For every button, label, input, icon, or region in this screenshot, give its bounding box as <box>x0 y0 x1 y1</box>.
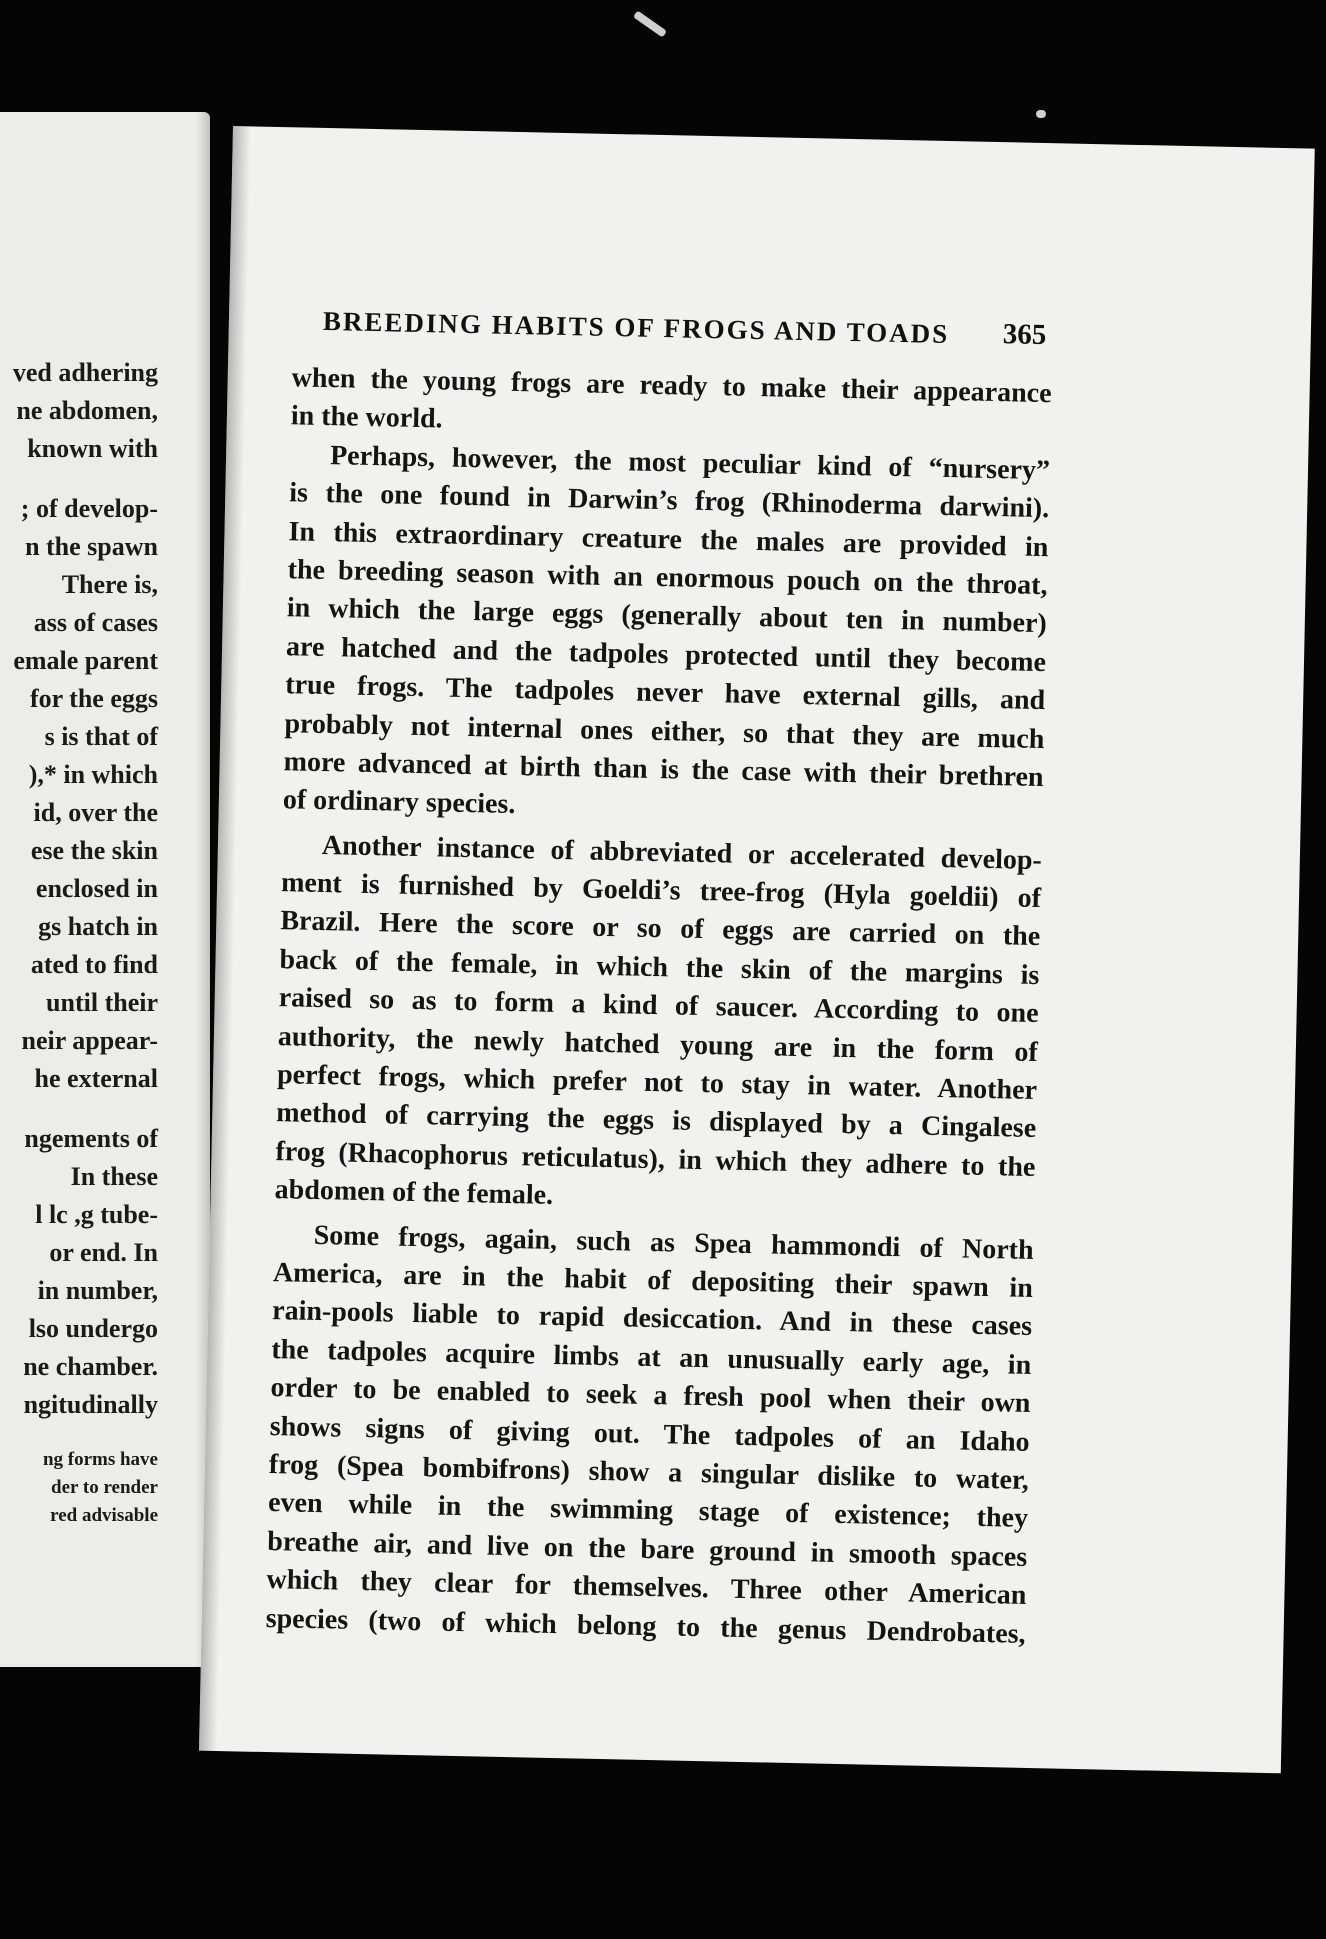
left-page <box>0 112 210 1667</box>
left-footnote-line: der to render <box>51 1477 158 1498</box>
body-text-line: abdomen of the female. <box>274 1174 554 1212</box>
body-text-line: rain-pools liable to rapid desiccation. And in these cases <box>271 1295 1033 1343</box>
left-footnote-line: red advisable <box>50 1505 158 1526</box>
left-text-line: ass of cases <box>33 608 158 637</box>
left-text-line: id, over the <box>33 798 158 827</box>
left-text-line: n the spawn <box>25 532 158 561</box>
body-text-line: frog (Rhacophorus reticulatus), in which they adhere to the <box>275 1135 1036 1183</box>
body-text-line: raised so as to form a kind of saucer. According to one <box>278 982 1039 1030</box>
left-text-line: ese the skin <box>30 836 158 865</box>
page-number: 365 <box>1002 318 1047 352</box>
body-text-line: Another instance of abbreviated or accelerated develop- <box>321 829 1043 876</box>
left-text-line: emale parent <box>13 646 158 675</box>
left-text-line: lso undergo <box>28 1314 158 1343</box>
body-text-line: perfect frogs, which prefer not to stay in water. Another <box>276 1059 1038 1107</box>
body-text-line: are hatched and the tadpoles protected until they become <box>285 630 1047 678</box>
body-text-line: back of the female, in which the skin of the margins is <box>279 944 1040 991</box>
left-text-line: ngements of <box>24 1124 158 1153</box>
left-text-line: until their <box>46 988 158 1017</box>
left-text-line: known with <box>27 434 158 463</box>
body-text-line: species (two of which belong to the genus Dendrobates, <box>265 1602 1026 1650</box>
left-text-line: in number, <box>37 1276 158 1305</box>
body-text-line: authority, the newly hatched young are in the form of <box>277 1020 1039 1068</box>
left-text-line: or end. In <box>49 1238 158 1267</box>
body-text <box>265 359 1052 1654</box>
body-text-line: frog (Spea bombifrons) show a singular dislike to water, <box>268 1448 1030 1496</box>
scan-mark <box>633 10 667 37</box>
left-text-line: neir appear- <box>21 1026 158 1055</box>
body-text-line: Perhaps, however, the most peculiar kind of “nursery” <box>329 439 1051 486</box>
left-text-line: ne abdomen, <box>16 396 158 425</box>
body-text-line: method of carrying the eggs is displayed by a Cingalese <box>276 1097 1037 1145</box>
body-text-line: breathe air, and live on the bare ground in smooth spaces <box>267 1525 1028 1573</box>
body-text-line: the breeding season with an enormous pouch on the throat, <box>287 554 1048 602</box>
left-text-line: gs hatch in <box>38 912 158 941</box>
body-text-line: Brazil. Here the score or so of eggs are carried on the <box>280 905 1041 953</box>
body-text-line: probably not internal ones either, so that they are much <box>284 707 1045 755</box>
left-text-line: ated to find <box>30 950 158 979</box>
running-head: BREEDING HABITS OF FROGS AND TOADS <box>322 305 950 350</box>
left-text-line: l lc ,g tube- <box>35 1200 158 1229</box>
body-text-line: shows signs of giving out. The tadpoles of an Idaho <box>269 1410 1030 1458</box>
body-text-line: In this extraordinary creature the males are provided in <box>288 515 1049 563</box>
left-footnote-line: ng forms have <box>42 1449 158 1470</box>
paragraph-gap <box>0 1098 158 1120</box>
left-text-line: enclosed in <box>35 874 158 903</box>
body-text-line: order to be enabled to seek a fresh pool when their own <box>270 1372 1031 1420</box>
left-text-line: he external <box>34 1064 158 1093</box>
left-text-line: ngitudinally <box>23 1390 158 1419</box>
body-text-line: even while in the swimming stage of existence; they <box>267 1487 1029 1535</box>
body-text-line: America, are in the habit of depositing their spawn in <box>272 1257 1034 1304</box>
left-text-line: ved adhering <box>12 358 158 387</box>
left-text-line: s is that of <box>44 722 158 751</box>
footnote-gap <box>0 1424 158 1446</box>
body-text-line: in which the large eggs (generally about ten in number) <box>286 592 1048 640</box>
left-text-line: for the eggs <box>29 684 158 713</box>
body-text-line: Some frogs, again, such as Spea hammondi of North <box>313 1219 1034 1266</box>
body-text-line: in the world. <box>290 400 443 435</box>
body-text-line: is the one found in Darwin’s frog (Rhinoderma darwini). <box>289 477 1050 525</box>
left-text-line: ; of develop- <box>20 494 158 523</box>
body-text-line: ment is furnished by Goeldi’s tree-frog (Hyla goeldii) of <box>280 867 1042 915</box>
body-text-line: more advanced at birth than is the case with their brethren <box>283 746 1044 794</box>
scan-speck <box>1036 110 1046 118</box>
body-text-line: which they clear for themselves. Three other American <box>266 1564 1027 1612</box>
body-text-line: the tadpoles acquire limbs at an unusually early age, in <box>271 1333 1032 1381</box>
right-page <box>199 126 1315 1773</box>
left-page-text <box>0 354 158 1530</box>
body-text-line: of ordinary species. <box>282 784 516 821</box>
left-text-line: In these <box>70 1162 158 1191</box>
paragraph-gap <box>0 468 158 490</box>
body-text-line: when the young frogs are ready to make their appearance <box>291 362 1052 410</box>
body-text-line: true frogs. The tadpoles never have external gills, and <box>284 669 1046 717</box>
left-text-line: ne chamber. <box>23 1352 158 1381</box>
left-text-line: ),* in which <box>28 760 158 789</box>
left-text-line: There is, <box>61 570 158 599</box>
